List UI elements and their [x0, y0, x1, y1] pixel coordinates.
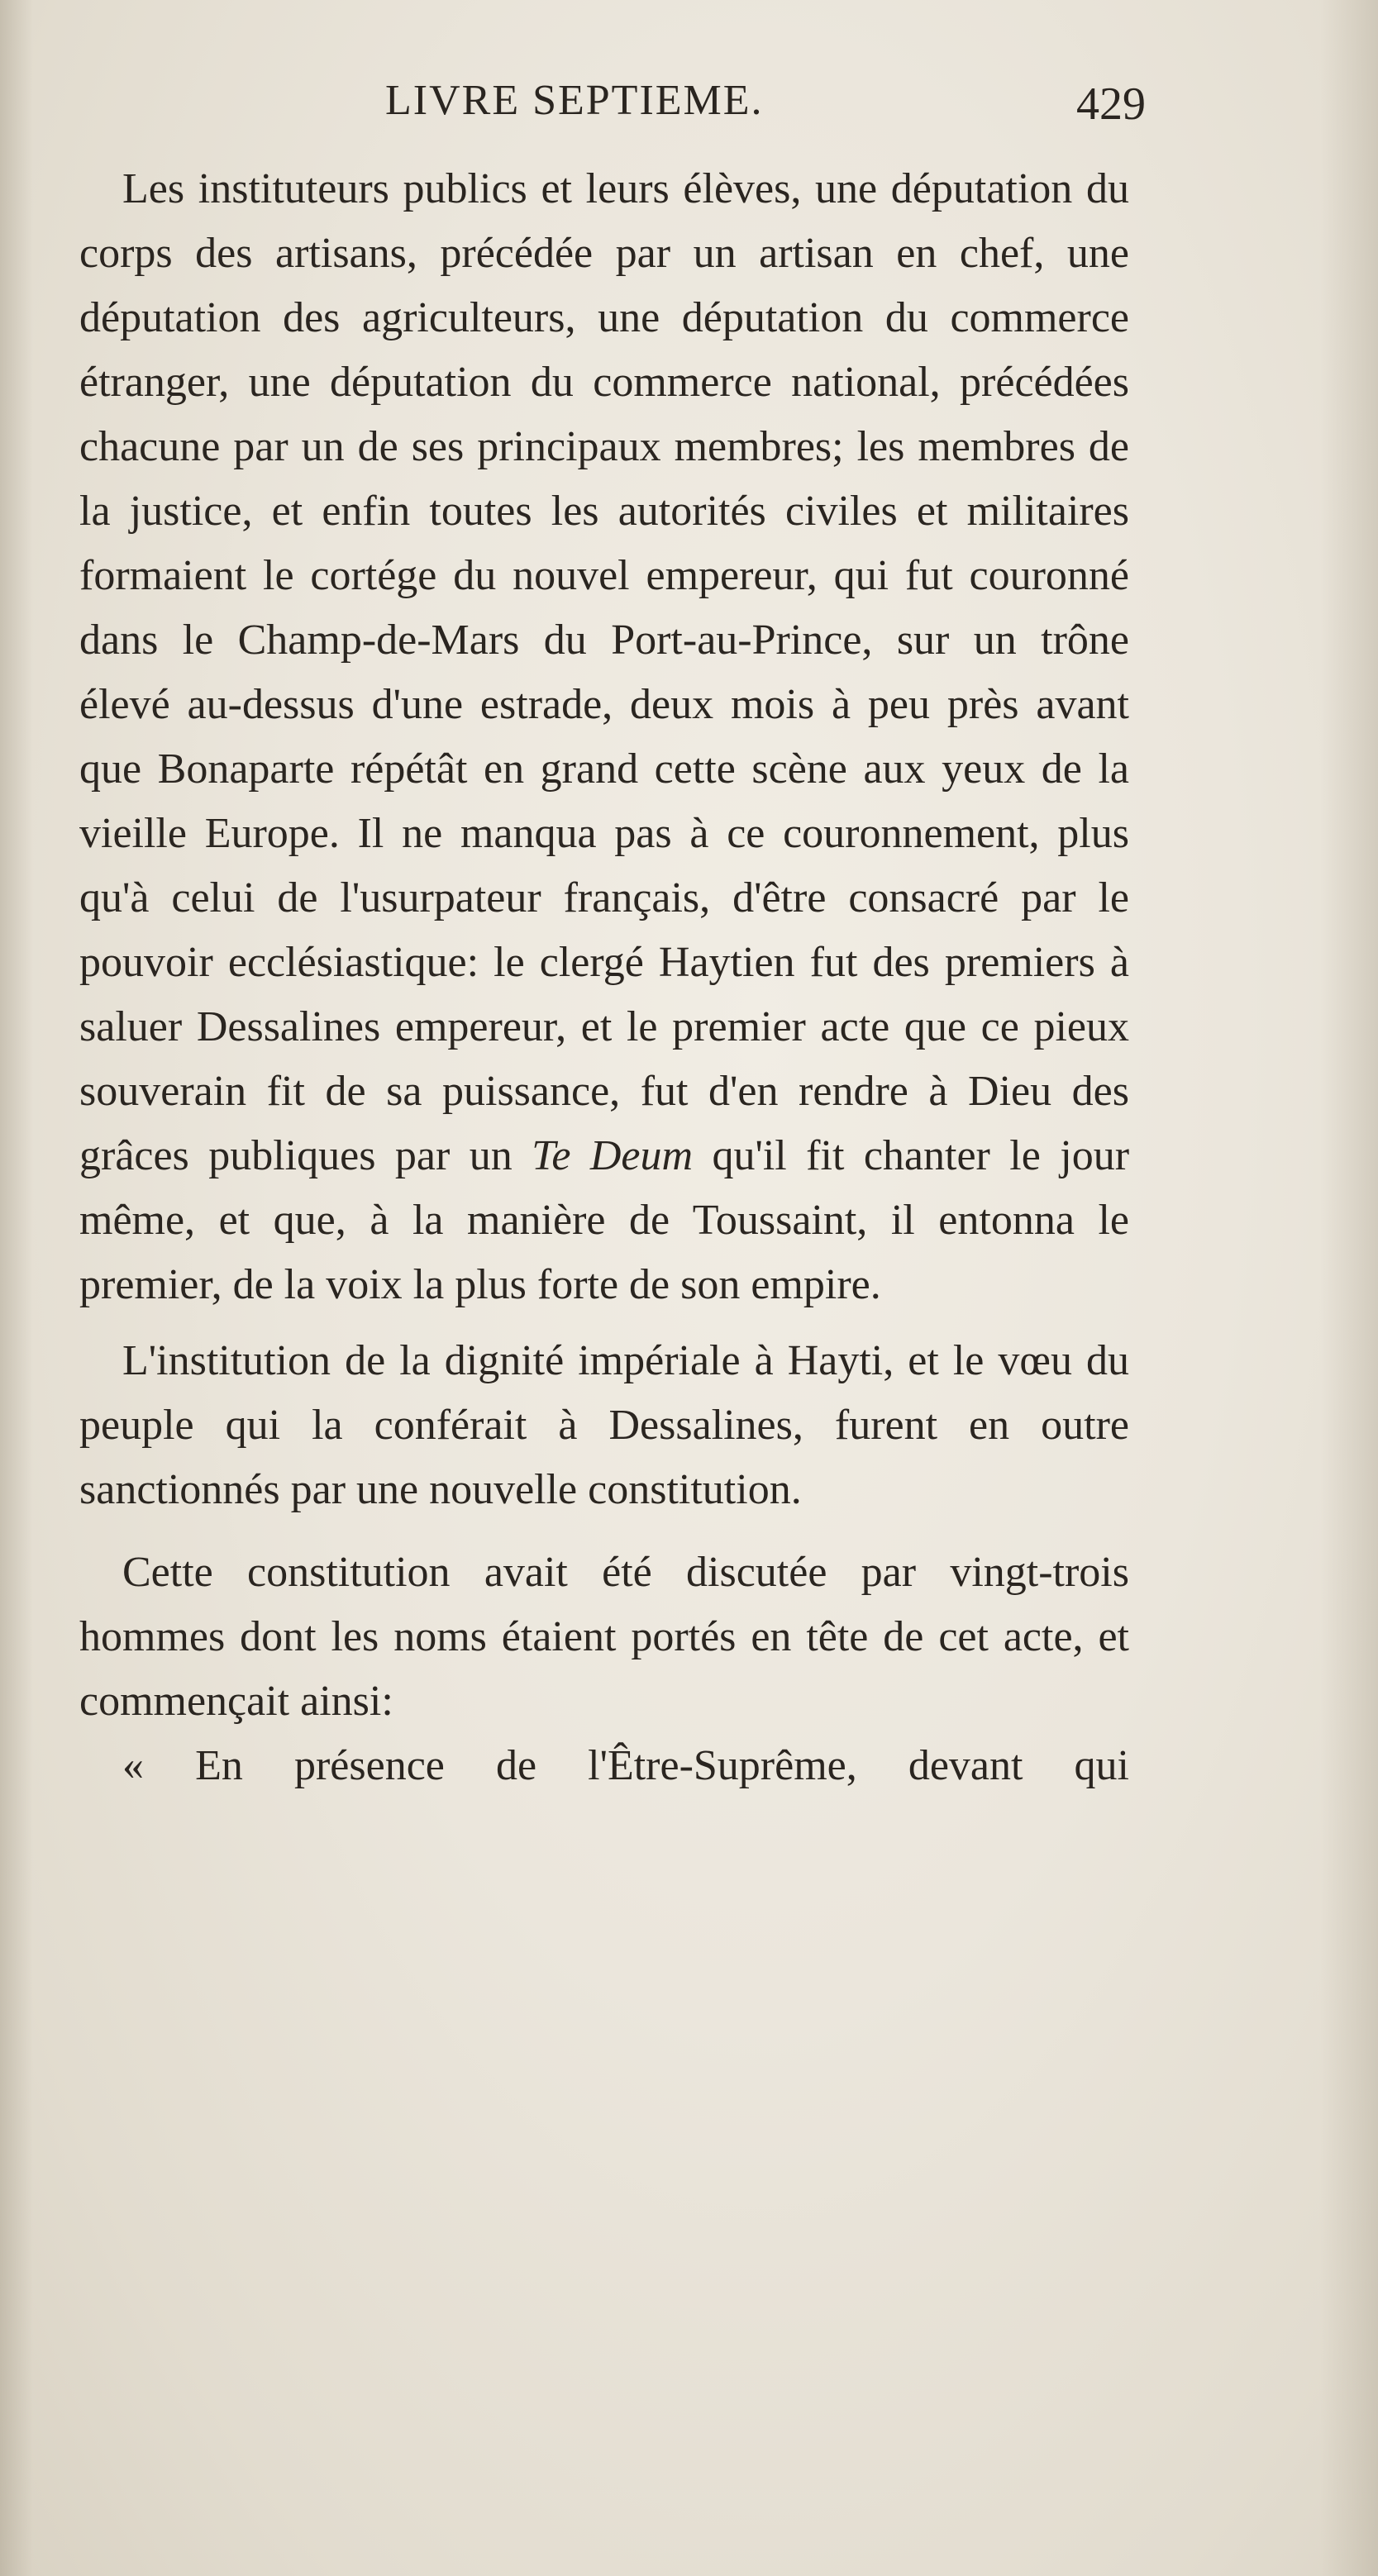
paragraph-text: qu'il fit chanter le jour même, et que, à la manière de Toussaint, il entonna le premier, de la voix la plus forte de son empire. [79, 1132, 1130, 1308]
page-number: 429 [1076, 79, 1146, 130]
body-text [79, 157, 1129, 1798]
paragraph: Cette constitution avait été discutée par vingt-trois hommes dont les noms étaient portés en tête de cet acte, et commençait ainsi: [79, 1549, 1129, 1725]
paragraph [79, 157, 1129, 1317]
italic-title: Te Deum [532, 1132, 694, 1179]
running-title: LIVRE SEPTIEME. [385, 77, 764, 124]
paragraph-text: Les instituteurs publics et leurs élèves, une députation du corps des artisans, précédée par un artisan en chef, une députation des agriculteurs, une députation du commerce étranger, une députation du commerce national, précédées chacune par un de ses principaux membres; les membres de la justice, et enfin toutes les autorités civiles et militaires formaient le cortége du nouvel empereur, qui fut couronné dans le Champ-de-Mars du Port-au-Prince, sur un trône élevé au-dessus d'une estrade, deux mois à peu près avant que Bonaparte répétât en grand cette scène aux yeux de la vieille Europe. Il ne manqua pas à ce couronnement, plus qu'à celui de l'usurpateur français, d'être consacré par le pouvoir ecclésiastique: le clergé Haytien fut des premiers à saluer Dessalines empereur, et le premier acte que ce pieux souverain fit de sa puissance, fut d'en rendre à Dieu des grâces publiques par un [79, 165, 1129, 1179]
running-head [79, 76, 1146, 134]
quotation-opening: « En présence de l'Être-Suprême, devant qui [122, 1742, 1129, 1789]
page-shadow-left [0, 0, 33, 2576]
page-shadow-right [1320, 0, 1378, 2576]
paragraph: L'institution de la dignité impériale à Hayti, et le vœu du peuple qui la conférait à Dessalines, furent en outre sanctionnés par une nouvelle constitution. [79, 1337, 1129, 1513]
